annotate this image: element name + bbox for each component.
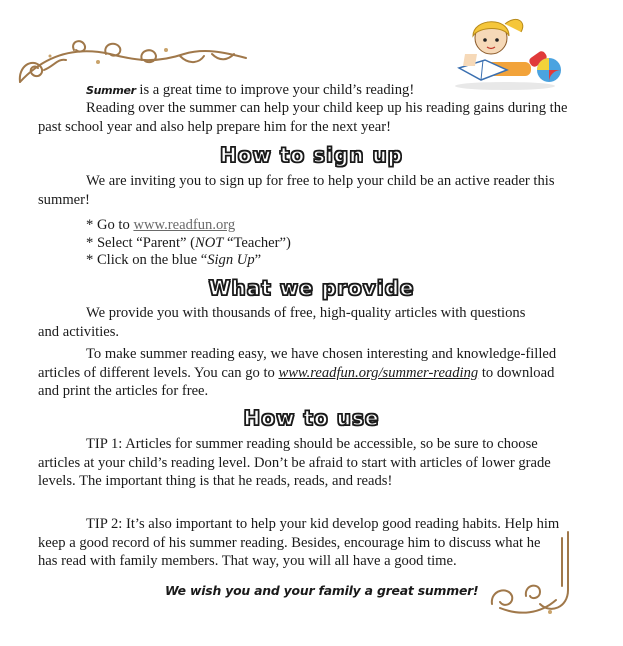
heading-how-to-use: How to use: [243, 406, 380, 430]
signup-step-2-emphasis: NOT: [195, 234, 224, 251]
signup-step-3-emphasis: Sign Up: [207, 252, 255, 268]
intro-line-1-text: is a great time to improve your child’s reading!: [135, 82, 415, 98]
intro-line-1: [86, 81, 414, 101]
top-swirl-ornament-icon: [14, 36, 254, 86]
intro-lead-word: Summer: [86, 84, 136, 97]
signup-paragraph: We are inviting you to sign up for free to help your child be an active reader this summer!: [38, 173, 555, 208]
intro-line-2: Reading over the summer can help your child keep up his reading gains during the past school year and also help prepare him for the next year!: [38, 100, 568, 135]
heading-how-to-sign-up: How to sign up: [219, 143, 403, 167]
signup-step-3: [86, 252, 291, 270]
readfun-link[interactable]: www.readfun.org: [133, 217, 236, 233]
provide-paragraph-1: We provide you with thousands of free, high-quality articles with questions and activities.: [38, 305, 526, 340]
closing-message: We wish you and your family a great summer!: [165, 583, 479, 598]
signup-step-3-suffix: ”: [254, 252, 262, 268]
girl-reading-book-icon: [445, 10, 565, 92]
signup-step-2: [86, 235, 291, 253]
tip-2-paragraph: TIP 2: It’s also important to help your kid develop good reading habits. Help him keep a good record of his summer reading. Besides, encourage him to discuss what he has read with family members. That way, you will all have a good time.: [38, 516, 560, 570]
signup-step-2-prefix: * Select “Parent” (: [86, 234, 195, 251]
signup-step-1: [86, 217, 291, 235]
summer-reading-link[interactable]: www.readfun.org/summer-reading: [278, 364, 479, 381]
heading-what-we-provide: What we provide: [208, 276, 415, 300]
signup-step-2-suffix: “Teacher”): [223, 234, 291, 251]
signup-step-1-prefix: * Go to: [86, 217, 134, 233]
bottom-swirl-ornament-icon: [480, 530, 580, 620]
signup-step-3-prefix: * Click on the blue “: [86, 252, 208, 268]
provide-paragraph-2-text: To make summer reading easy, we have chosen interesting and knowledge-filled articles of different levels. You can go to: [38, 346, 557, 381]
provide-paragraph-2-suffix: to download and print the articles for free.: [38, 364, 555, 400]
tip-1-paragraph: TIP 1: Articles for summer reading should be accessible, so be sure to choose articles at your child’s reading level. Don’t be afraid to start with articles of lower grade levels. The important thing is that he reads, reads, and reads!: [38, 436, 551, 490]
provide-paragraph-2: [38, 345, 578, 401]
signup-steps-list: [86, 217, 291, 270]
